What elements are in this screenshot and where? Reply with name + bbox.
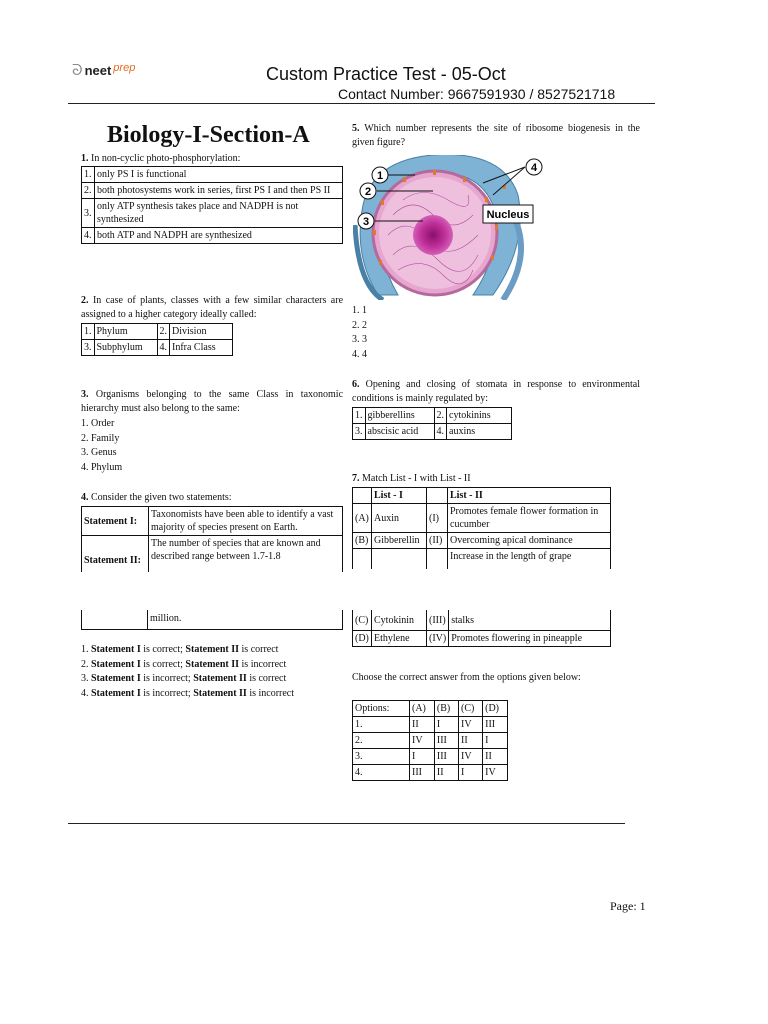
q7-choose-text: Choose the correct answer from the options given below: — [352, 672, 581, 683]
q1-option-text: both ATP and NADPH are synthesized — [95, 228, 343, 244]
q1-option-row — [82, 167, 343, 183]
contact-number: Contact Number: 9667591930 / 8527521718 — [338, 86, 616, 102]
option-cell: II — [410, 717, 435, 733]
logo-neet-text: neet — [84, 63, 112, 78]
q7-match-table-cont — [352, 610, 611, 647]
q3-stem — [81, 388, 343, 416]
q4-text: Consider the given two statements: — [91, 492, 232, 503]
q1-option-row — [82, 183, 343, 199]
q6-option-text: cytokinins — [447, 408, 512, 424]
list-2-key — [427, 549, 448, 570]
q6-text: Opening and closing of stomata in response to environmental conditions is mainly regulated by: — [352, 379, 640, 404]
list-2-key: (II) — [427, 533, 448, 549]
q4-option-s1: Statement I — [91, 673, 141, 684]
q1-options-table — [81, 166, 343, 244]
q6-option-row — [353, 424, 512, 440]
q4-statement-row — [82, 507, 343, 536]
options-header: (D) — [483, 701, 508, 717]
callout-3-label: 3 — [362, 216, 370, 228]
option-cell: III — [434, 733, 458, 749]
q6-options-table — [352, 407, 512, 440]
q6-option-number: 2. — [434, 408, 447, 424]
q4-option-s2: Statement II — [193, 687, 247, 699]
list-1-key: (A) — [353, 504, 372, 533]
callout-2-label: 2 — [364, 186, 372, 198]
q5-option: 3. 3 — [352, 334, 367, 345]
list-2-item: Promotes female flower formation in cucumber — [448, 504, 611, 533]
q4-option-verdict: is correct; — [140, 658, 186, 670]
q2-option-row — [82, 340, 233, 356]
option-cell: III — [410, 765, 435, 781]
option-cell: II — [458, 733, 482, 749]
q1-text: In non-cyclic photo-phosphorylation: — [91, 153, 241, 164]
q1-option-row — [82, 199, 343, 228]
q7-match-row — [353, 504, 611, 533]
q7-stem — [352, 472, 471, 486]
q4-option-s2: Statement II — [185, 644, 240, 655]
page-number: Page: 1 — [610, 899, 646, 913]
q5-stem — [352, 122, 640, 150]
q4-statement-row — [82, 536, 343, 573]
q1-option-row — [82, 228, 343, 244]
q4-option-verdict: is correct — [239, 644, 279, 655]
q7-options-header — [353, 701, 508, 717]
section-title: Biology-I-Section-A — [107, 122, 310, 148]
q4-option-verdict: is incorrect; — [140, 687, 194, 699]
q1-option-number: 2. — [82, 183, 95, 199]
q4-statements-table — [81, 506, 343, 572]
q2-option-number: 2. — [157, 324, 170, 340]
q2-option-text: Division — [170, 324, 233, 340]
statement-2-label: Statement II: — [82, 536, 149, 573]
q4-option-s1: Statement I — [91, 687, 141, 699]
q5-number: 5. — [352, 123, 360, 134]
option-cell: IV — [483, 765, 508, 781]
option-cell: II — [434, 765, 458, 781]
q4-number: 4. — [81, 492, 89, 503]
test-title: Custom Practice Test - 05-Oct — [266, 64, 506, 84]
q4-option-number: 1. — [81, 644, 89, 655]
q4-option — [81, 687, 294, 702]
q6-option-text: gibberellins — [365, 408, 434, 424]
q1-option-text: only ATP synthesis takes place and NADPH is not synthesized — [95, 199, 343, 228]
list-1-item: Gibberellin — [372, 533, 427, 549]
q3-number: 3. — [81, 389, 89, 400]
q1-option-number: 4. — [82, 228, 95, 244]
q2-option-number: 4. — [157, 340, 170, 356]
q5-option: 1. 1 — [352, 305, 367, 316]
options-header: (C) — [458, 701, 482, 717]
q7-match-row — [353, 610, 611, 631]
q1-option-number: 3. — [82, 199, 95, 228]
option-cell: I — [410, 749, 435, 765]
option-cell: IV — [410, 733, 435, 749]
options-header: (B) — [434, 701, 458, 717]
callout-4-label: 4 — [530, 162, 538, 174]
q7-option-row — [353, 733, 508, 749]
option-cell: IV — [458, 717, 482, 733]
list-2-item: Increase in the length of grape — [448, 549, 611, 570]
q6-option-number: 3. — [353, 424, 366, 440]
list-2-item: Promotes flowering in pineapple — [449, 631, 611, 647]
q2-option-text: Infra Class — [170, 340, 233, 356]
q6-option-number: 4. — [434, 424, 447, 440]
option-cell: 1. — [353, 717, 410, 733]
table-border — [81, 629, 343, 630]
q4-option-s2: Statement II — [193, 673, 247, 684]
q4-option — [81, 658, 294, 673]
q4-option-s1: Statement I — [91, 658, 141, 670]
list-1-item — [372, 549, 427, 570]
q4-options — [81, 643, 294, 701]
q3-option: 3. Genus — [81, 447, 117, 458]
list-2-key: (I) — [427, 504, 448, 533]
q6-stem — [352, 378, 640, 406]
q2-option-number: 1. — [82, 324, 95, 340]
q2-option-text: Phylum — [94, 324, 157, 340]
q4-option-verdict: is correct — [246, 673, 287, 684]
q7-match-table — [352, 487, 611, 569]
q7-options-table — [352, 700, 508, 781]
options-header: Options: — [353, 701, 410, 717]
statement-1-label: Statement I: — [82, 507, 149, 536]
q2-number: 2. — [81, 295, 89, 306]
list-1-key: (C) — [353, 610, 372, 631]
list-2-key: (IV) — [427, 631, 449, 647]
q7-match-row — [353, 533, 611, 549]
q2-text: In case of plants, classes with a few similar characters are assigned to a higher category ideally called: — [81, 295, 344, 320]
q7-match-row — [353, 631, 611, 647]
statement-2-continuation: million. — [150, 613, 182, 624]
q4-option-verdict: is correct; — [140, 644, 186, 655]
q6-option-number: 1. — [353, 408, 366, 424]
q6-option-text: auxins — [447, 424, 512, 440]
callout-1-label: 1 — [376, 170, 384, 182]
q3-option: 1. Order — [81, 418, 115, 429]
q7-header-row — [353, 488, 611, 504]
q1-option-text: both photosystems work in series, first PS I and then PS II — [95, 183, 343, 199]
table-border — [147, 610, 148, 630]
q3-option: 4. Phylum — [81, 461, 123, 473]
list-1-item: Ethylene — [372, 631, 427, 647]
list-1-header: List - I — [372, 488, 427, 504]
option-cell: I — [458, 765, 482, 781]
q2-option-number: 3. — [82, 340, 95, 356]
q3-options — [81, 417, 122, 475]
q5-options — [352, 304, 367, 362]
q7-match-row — [353, 549, 611, 570]
q2-option-row — [82, 324, 233, 340]
q6-option-text: abscisic acid — [365, 424, 434, 440]
option-cell: IV — [458, 749, 482, 765]
q4-option-s1: Statement I — [91, 644, 141, 655]
q4-option-number: 4. — [81, 687, 89, 699]
q7-option-row — [353, 765, 508, 781]
q1-number: 1. — [81, 153, 89, 164]
q2-option-text: Subphylum — [94, 340, 157, 356]
list-1-item: Auxin — [372, 504, 427, 533]
q4-option — [81, 672, 294, 687]
option-cell: III — [483, 717, 508, 733]
q7-option-row — [353, 717, 508, 733]
statement-2-text: The number of species that are known and described range between 1.7-1.8 — [149, 536, 343, 573]
q7-empty-cell — [427, 488, 448, 504]
q6-option-row — [353, 408, 512, 424]
footer-rule — [68, 823, 625, 824]
q6-number: 6. — [352, 379, 360, 390]
option-cell: 3. — [353, 749, 410, 765]
neetprep-logo — [72, 62, 135, 79]
header-rule — [68, 103, 655, 104]
q4-stem — [81, 491, 343, 505]
q7-option-row — [353, 749, 508, 765]
q4-option-verdict: is incorrect — [246, 687, 295, 699]
q4-option — [81, 643, 294, 658]
q3-option: 2. Family — [81, 432, 120, 444]
q4-option-verdict: is incorrect — [239, 658, 287, 670]
q7-text: Match List - I with List - II — [362, 473, 471, 484]
q4-option-s2: Statement II — [185, 658, 240, 670]
logo-prep-text: prep — [113, 61, 136, 74]
q4-option-number: 2. — [81, 658, 89, 670]
q1-option-text: only PS I is functional — [95, 167, 343, 183]
option-cell: 2. — [353, 733, 410, 749]
q5-option: 4. 4 — [352, 348, 367, 360]
options-header: (A) — [410, 701, 435, 717]
statement-1-text: Taxonomists have been able to identify a vast majority of species present on Earth. — [149, 507, 343, 536]
list-1-key: (B) — [353, 533, 372, 549]
list-2-key: (III) — [427, 610, 449, 631]
option-cell: II — [483, 749, 508, 765]
option-cell: 4. — [353, 765, 410, 781]
q1-option-number: 1. — [82, 167, 95, 183]
q5-option: 2. 2 — [352, 319, 367, 331]
list-1-item: Cytokinin — [372, 610, 427, 631]
q4-option-number: 3. — [81, 673, 89, 684]
list-2-header: List - II — [448, 488, 611, 504]
q2-options-table — [81, 323, 233, 356]
list-2-item: Overcoming apical dominance — [448, 533, 611, 549]
q1-stem — [81, 152, 343, 166]
q4-option-verdict: is incorrect; — [140, 673, 194, 684]
q2-stem — [81, 294, 343, 322]
q7-empty-cell — [353, 488, 372, 504]
list-2-item: stalks — [449, 610, 611, 631]
nucleus-figure — [353, 155, 553, 300]
option-cell: III — [434, 749, 458, 765]
option-cell: I — [434, 717, 458, 733]
stethoscope-icon: ᘐ — [72, 62, 83, 79]
table-border — [342, 610, 343, 630]
list-1-key — [353, 549, 372, 570]
q7-number: 7. — [352, 473, 360, 484]
list-1-key: (D) — [353, 631, 372, 647]
table-border — [81, 610, 82, 630]
q5-text: Which number represents the site of ribosome biogenesis in the given figure? — [352, 123, 640, 148]
nucleus-label: Nucleus — [486, 209, 530, 221]
option-cell: I — [483, 733, 508, 749]
q3-text: Organisms belonging to the same Class in taxonomic hierarchy must also belong to the same: — [81, 389, 344, 414]
